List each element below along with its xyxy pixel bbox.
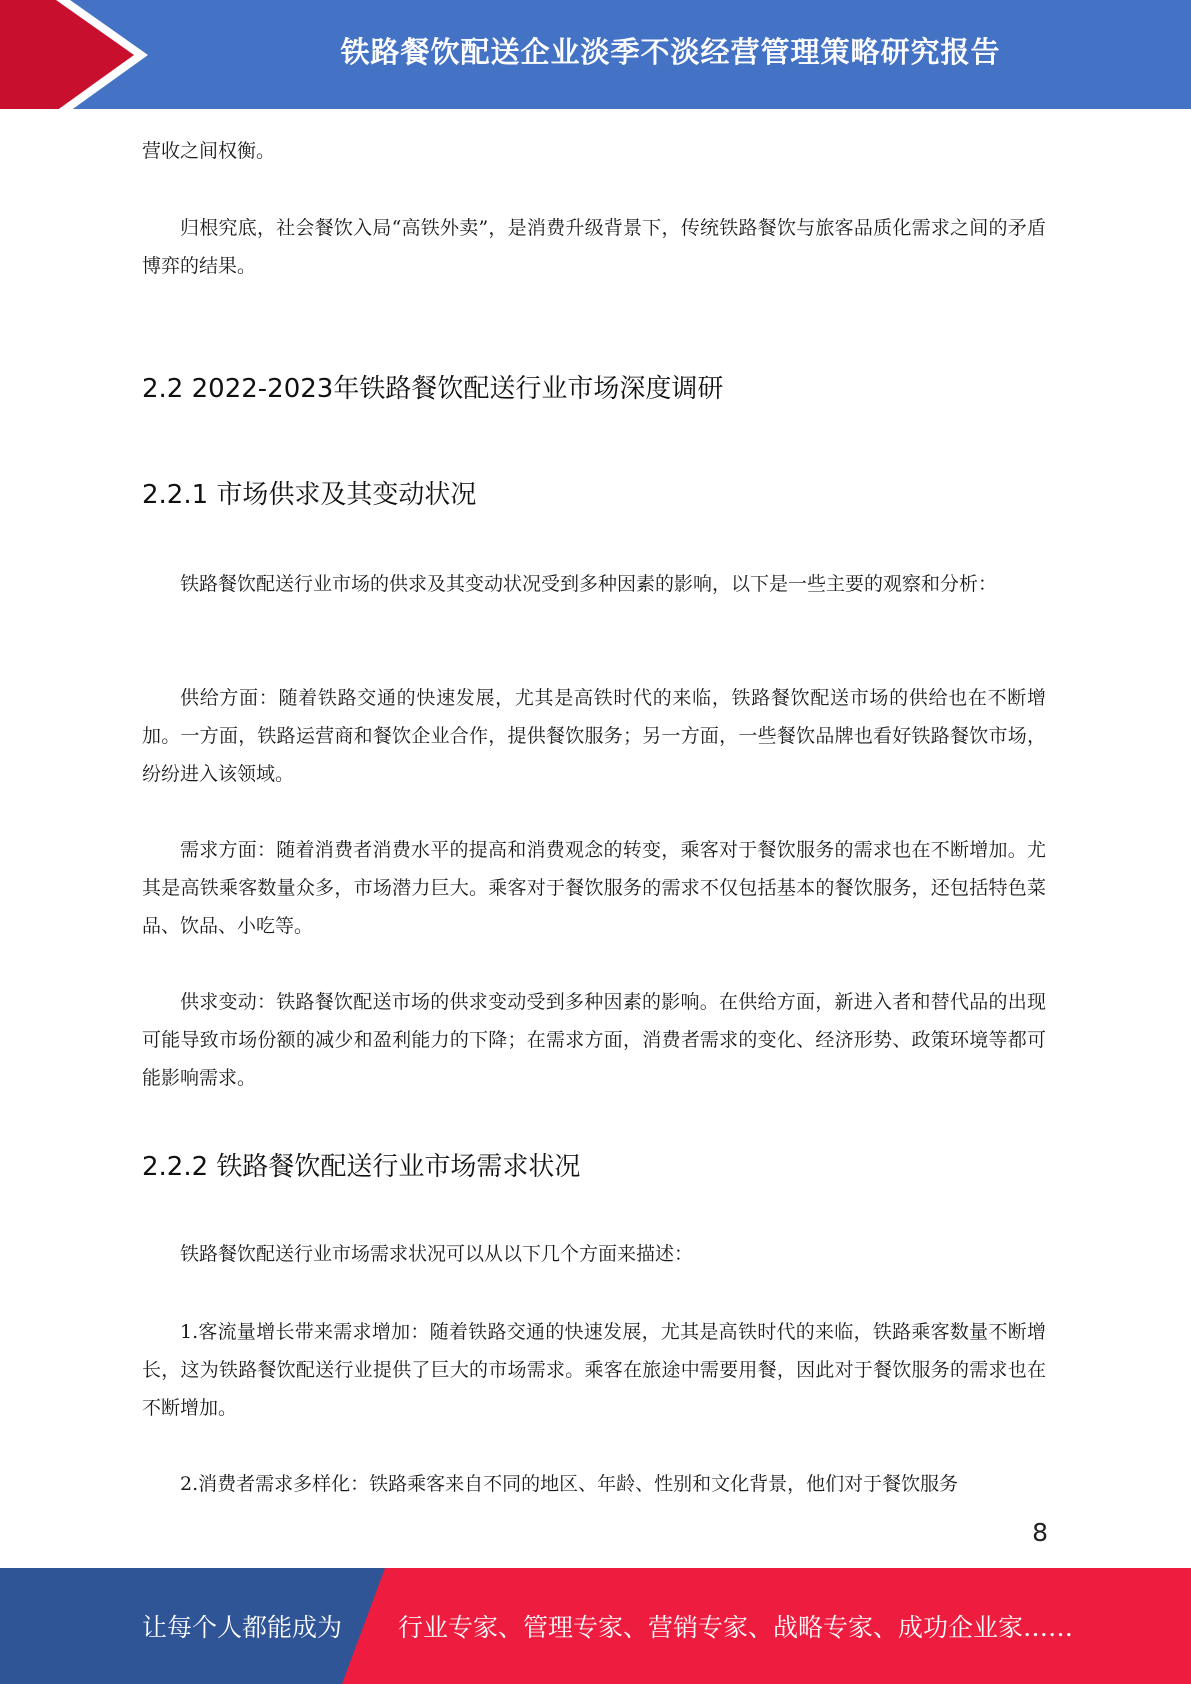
paragraph: 铁路餐饮配送行业市场需求状况可以从以下几个方面来描述： xyxy=(180,1243,694,1265)
paragraph: 供求变动：铁路餐饮配送市场的供求变动受到多种因素的影响。在供给方面，新进入者和替代品的出现可能导致市场份额的减少和盈利能力的下降；在需求方面，消费者需求的变化、经济形势、政策环境等都可能影响需求。 xyxy=(142,991,1046,1089)
paragraph: 需求方面：随着消费者消费水平的提高和消费观念的转变，乘客对于餐饮服务的需求也在不断增加。尤其是高铁乘客数量众多，市场潜力巨大。乘客对于餐饮服务的需求不仅包括基本的餐饮服务，还包括特色菜品、饮品、小吃等。 xyxy=(142,839,1046,937)
paragraph: 铁路餐饮配送行业市场的供求及其变动状况受到多种因素的影响，以下是一些主要的观察和分析： xyxy=(180,573,998,595)
page-number: 8 xyxy=(1032,1518,1048,1547)
footer-slogan-right: 行业专家、管理专家、营销专家、战略专家、成功企业家…… xyxy=(398,1613,1074,1642)
paragraph: 供给方面：随着铁路交通的快速发展，尤其是高铁时代的来临，铁路餐饮配送市场的供给也在不断增加。一方面，铁路运营商和餐饮企业合作，提供餐饮服务；另一方面，一些餐饮品牌也看好铁路餐饮市场，纷纷进入该领域。 xyxy=(142,687,1046,785)
paragraph: 2.消费者需求多样化：铁路乘客来自不同的地区、年龄、性别和文化背景，他们对于餐饮服务 xyxy=(180,1473,959,1495)
page-footer xyxy=(0,1568,1191,1684)
subsection-heading: 2.2.2 铁路餐饮配送行业市场需求状况 xyxy=(142,1152,581,1182)
subsection-heading: 2.2.1 市场供求及其变动状况 xyxy=(142,480,477,510)
page-header xyxy=(0,0,1191,111)
paragraph: 1.客流量增长带来需求增加：随着铁路交通的快速发展，尤其是高铁时代的来临，铁路乘客数量不断增长，这为铁路餐饮配送行业提供了巨大的市场需求。乘客在旅途中需要用餐，因此对于餐饮服务的需求也在不断增加。 xyxy=(142,1321,1046,1419)
paragraph: 营收之间权衡。 xyxy=(142,140,276,162)
footer-slogan-left: 让每个人都能成为 xyxy=(142,1613,343,1642)
section-heading: 2.2 2022-2023年铁路餐饮配送行业市场深度调研 xyxy=(142,374,724,404)
document-title: 铁路餐饮配送企业淡季不淡经营管理策略研究报告 xyxy=(340,34,1001,69)
paragraph: 归根究底，社会餐饮入局“高铁外卖”，是消费升级背景下，传统铁路餐饮与旅客品质化需求之间的矛盾博弈的结果。 xyxy=(142,217,1046,277)
